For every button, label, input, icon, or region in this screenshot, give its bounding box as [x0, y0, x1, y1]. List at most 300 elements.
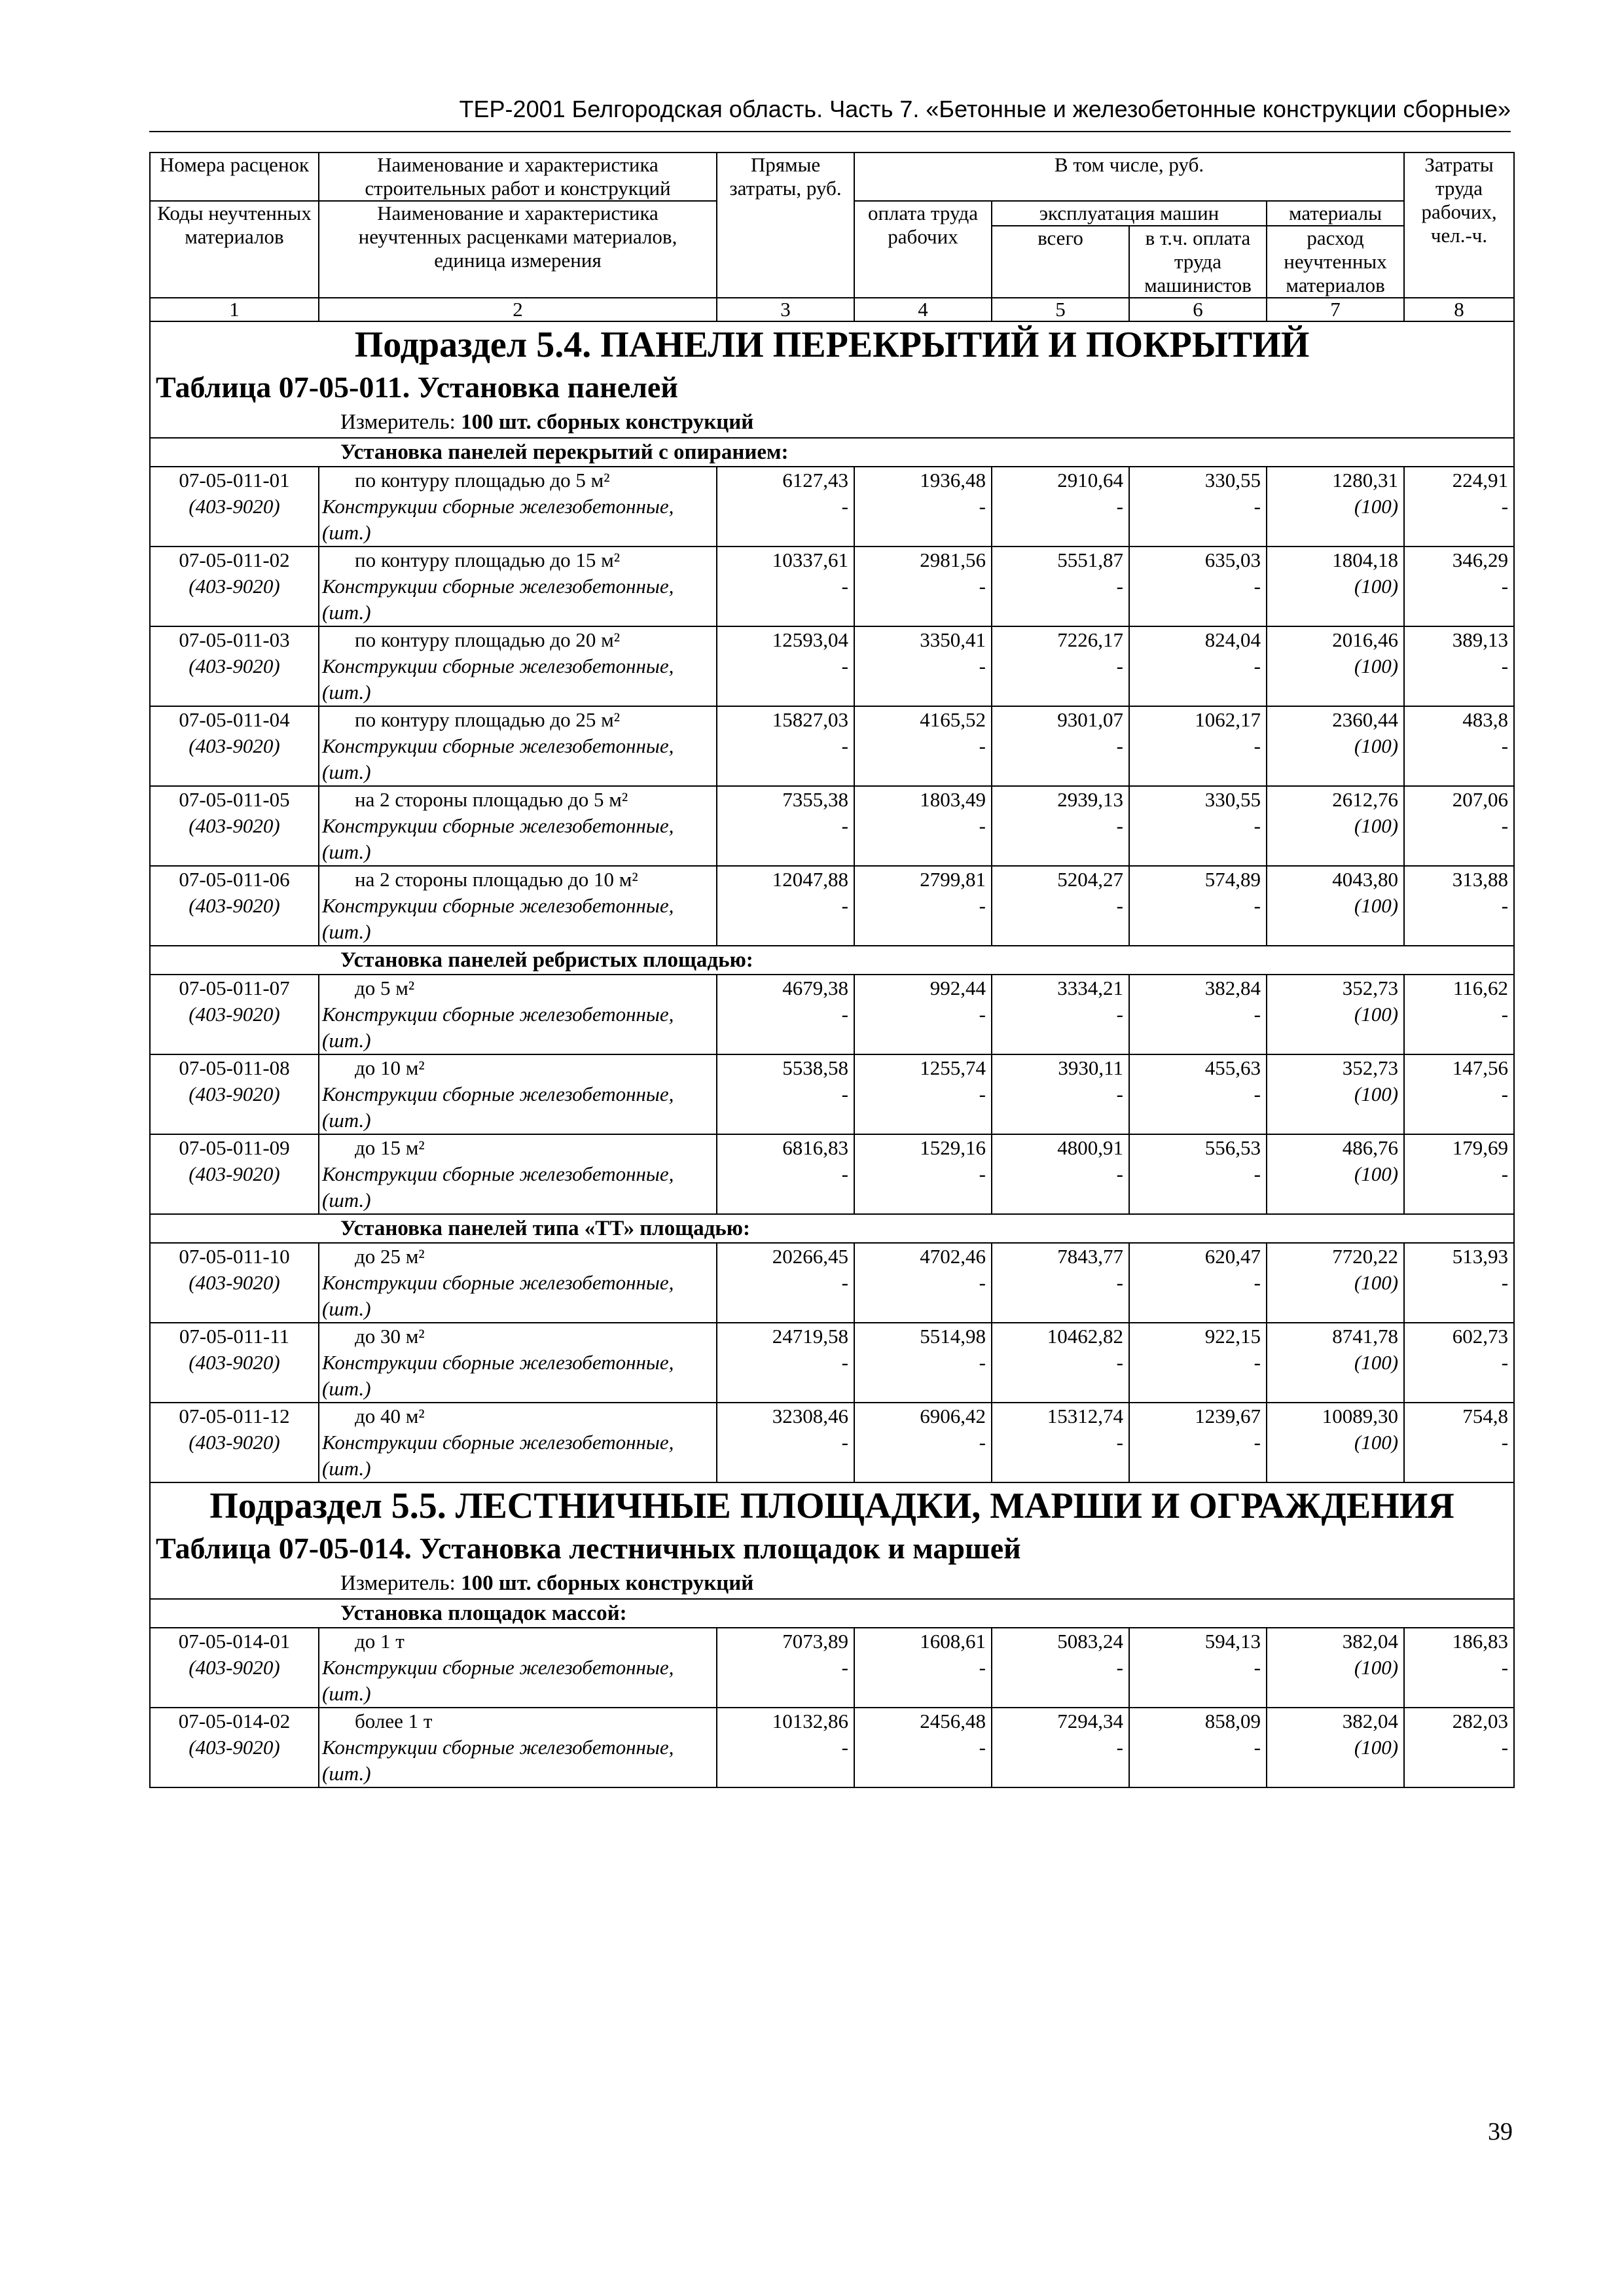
materials-cost: 4043,80: [1332, 868, 1399, 891]
direct-cost-cell: [717, 786, 854, 866]
machines-total: 3930,11: [1058, 1056, 1123, 1079]
machines-total-cell: [992, 626, 1129, 706]
meter-row: [150, 1568, 1514, 1599]
materials-cost-cell: [1267, 866, 1404, 946]
direct-cost-cell: [717, 547, 854, 626]
machines-total: 7843,77: [1057, 1245, 1123, 1268]
code-cell: [150, 866, 319, 946]
operator-pay-cell: [1129, 786, 1267, 866]
worker-pay: 1529,16: [920, 1136, 986, 1159]
table-row: [150, 1323, 1514, 1403]
running-header: ТЕР-2001 Белгородская область. Часть 7. «Бетонные и железобетонные конструкции сборные»: [149, 92, 1511, 132]
dash: -: [1254, 1003, 1261, 1026]
meter-row: [150, 407, 1514, 438]
machines-total-cell: [992, 467, 1129, 547]
direct-cost-cell: [717, 866, 854, 946]
operator-pay-cell: [1129, 975, 1267, 1054]
dash: -: [979, 1351, 986, 1374]
dash: -: [1501, 495, 1509, 518]
material-code: (403-9020): [189, 1431, 280, 1454]
labor-hours-cell: [1404, 706, 1514, 786]
table-row: [150, 626, 1514, 706]
dash: -: [1501, 1083, 1509, 1105]
operator-pay: 594,13: [1204, 1630, 1261, 1653]
operator-pay: 574,89: [1204, 868, 1261, 891]
dash: -: [1116, 814, 1123, 837]
materials-cost: 2612,76: [1332, 788, 1399, 811]
meter: [150, 407, 1514, 438]
direct-cost-cell: [717, 1628, 854, 1708]
operator-pay: 330,55: [1204, 469, 1261, 492]
code-cell: [150, 1134, 319, 1214]
machines-total: 9301,07: [1057, 708, 1123, 731]
worker-pay: 6906,42: [920, 1405, 986, 1427]
dash: -: [979, 814, 986, 837]
code-cell: [150, 547, 319, 626]
group-row: [150, 1214, 1514, 1243]
material-quantity: (100): [1354, 894, 1399, 917]
code-cell: [150, 1054, 319, 1134]
materials-cost: 382,04: [1342, 1710, 1399, 1732]
operator-pay-cell: [1129, 1323, 1267, 1403]
group-row: [150, 946, 1514, 975]
materials-cost-cell: [1267, 547, 1404, 626]
dash: -: [841, 1162, 848, 1185]
name-cell: [319, 1628, 717, 1708]
machines-total-cell: [992, 786, 1129, 866]
table-title-row: [150, 368, 1514, 407]
dash: -: [841, 1431, 848, 1454]
dash: -: [1254, 655, 1261, 677]
work-name: до 30 м²: [355, 1325, 425, 1348]
dash: -: [1254, 1431, 1261, 1454]
rate-code: 07-05-011-07: [179, 977, 290, 999]
material-quantity: (100): [1354, 814, 1399, 837]
rates-table-frame: [149, 152, 1513, 2076]
material-name: Конструкции сборные железобетонные, (шт.): [322, 814, 674, 863]
material-quantity: (100): [1354, 1003, 1399, 1026]
dash: -: [841, 1271, 848, 1294]
operator-pay-cell: [1129, 1628, 1267, 1708]
table-row: [150, 706, 1514, 786]
table-row: [150, 1628, 1514, 1708]
materials-cost: 2360,44: [1332, 708, 1399, 731]
machines-total: 5204,27: [1057, 868, 1123, 891]
dash: -: [841, 1351, 848, 1374]
rate-code: 07-05-011-12: [179, 1405, 290, 1427]
table-row: [150, 547, 1514, 626]
labor-hours: 186,83: [1452, 1630, 1509, 1653]
material-code: (403-9020): [189, 814, 280, 837]
direct-cost-cell: [717, 467, 854, 547]
header-machines: эксплуатация машин: [992, 201, 1267, 226]
material-code: (403-9020): [189, 1656, 280, 1679]
labor-hours-cell: [1404, 1134, 1514, 1214]
machines-total: 2939,13: [1057, 788, 1123, 811]
labor-hours: 313,88: [1452, 868, 1509, 891]
direct-cost: 12593,04: [772, 628, 848, 651]
header-material-codes: Коды неучтенных материалов: [150, 201, 319, 298]
worker-pay: 5514,98: [920, 1325, 986, 1348]
labor-hours: 389,13: [1452, 628, 1509, 651]
dash: -: [979, 1083, 986, 1105]
worker-pay: 4702,46: [920, 1245, 986, 1268]
direct-cost-cell: [717, 1054, 854, 1134]
dash: -: [979, 1271, 986, 1294]
dash: -: [841, 1003, 848, 1026]
material-quantity: (100): [1354, 1162, 1399, 1185]
operator-pay-cell: [1129, 467, 1267, 547]
material-name: Конструкции сборные железобетонные, (шт.): [322, 575, 674, 624]
operator-pay: 858,09: [1204, 1710, 1261, 1732]
material-name: Конструкции сборные железобетонные, (шт.): [322, 495, 674, 544]
material-code: (403-9020): [189, 1271, 280, 1294]
machines-total: 4800,91: [1057, 1136, 1123, 1159]
worker-pay-cell: [854, 1134, 992, 1214]
dash: -: [841, 894, 848, 917]
materials-cost-cell: [1267, 626, 1404, 706]
dash: -: [1501, 1162, 1509, 1185]
dash: -: [979, 1431, 986, 1454]
dash: -: [1116, 1083, 1123, 1105]
direct-cost: 20266,45: [772, 1245, 848, 1268]
header-rate-numbers: Номера расценок: [150, 152, 319, 201]
dash: -: [979, 734, 986, 757]
material-quantity: (100): [1354, 734, 1399, 757]
material-code: (403-9020): [189, 1351, 280, 1374]
table-row: [150, 1403, 1514, 1482]
machines-total: 10462,82: [1047, 1325, 1123, 1348]
rates-table: [149, 152, 1515, 1788]
code-cell: [150, 467, 319, 547]
dash: -: [1501, 1271, 1509, 1294]
column-number: 7: [1267, 298, 1404, 321]
dash: -: [1254, 1162, 1261, 1185]
header-machines-total: всего: [992, 226, 1129, 298]
material-name: Конструкции сборные железобетонные, (шт.): [322, 1271, 674, 1320]
table-row: [150, 975, 1514, 1054]
dash: -: [979, 1656, 986, 1679]
header-work-name: Наименование и характеристика строительных работ и конструкций: [319, 152, 717, 201]
materials-cost-cell: [1267, 706, 1404, 786]
materials-cost: 486,76: [1342, 1136, 1399, 1159]
header-operator-pay: в т.ч. оплата труда машинистов: [1129, 226, 1267, 298]
labor-hours: 179,69: [1452, 1136, 1509, 1159]
table-row: [150, 1708, 1514, 1787]
column-number: 3: [717, 298, 854, 321]
worker-pay-cell: [854, 786, 992, 866]
table-row: [150, 866, 1514, 946]
worker-pay-cell: [854, 1708, 992, 1787]
work-name: по контуру площадью до 20 м²: [355, 628, 621, 651]
group-title: Установка панелей типа «ТТ» площадью:: [150, 1214, 1514, 1243]
name-cell: [319, 786, 717, 866]
operator-pay: 1239,67: [1195, 1405, 1261, 1427]
material-name: Конструкции сборные железобетонные, (шт.): [322, 1083, 674, 1132]
subsection-row: [150, 321, 1514, 368]
dash: -: [1501, 814, 1509, 837]
work-name: до 10 м²: [355, 1056, 425, 1079]
worker-pay: 1255,74: [920, 1056, 986, 1079]
dash: -: [1501, 1003, 1509, 1026]
dash: -: [1254, 734, 1261, 757]
column-number: 8: [1404, 298, 1514, 321]
header-material-consumption: расход неучтенных материалов: [1267, 226, 1404, 298]
name-cell: [319, 975, 717, 1054]
meter-label: Измеритель:: [340, 410, 456, 434]
dash: -: [1254, 495, 1261, 518]
materials-cost: 7720,22: [1332, 1245, 1399, 1268]
material-code: (403-9020): [189, 575, 280, 598]
materials-cost: 1804,18: [1332, 548, 1399, 571]
direct-cost-cell: [717, 1243, 854, 1323]
header-material-name: Наименование и характеристика неучтенных расценками материалов, единица измерения: [319, 201, 717, 298]
operator-pay: 1062,17: [1195, 708, 1261, 731]
dash: -: [979, 1162, 986, 1185]
material-code: (403-9020): [189, 1083, 280, 1105]
labor-hours: 147,56: [1452, 1056, 1509, 1079]
materials-cost: 10089,30: [1322, 1405, 1399, 1427]
name-cell: [319, 1243, 717, 1323]
material-quantity: (100): [1354, 1431, 1399, 1454]
dash: -: [1116, 1431, 1123, 1454]
dash: -: [841, 734, 848, 757]
code-cell: [150, 1323, 319, 1403]
labor-hours-cell: [1404, 975, 1514, 1054]
code-cell: [150, 1403, 319, 1482]
work-name: более 1 т: [355, 1710, 433, 1732]
direct-cost-cell: [717, 626, 854, 706]
dash: -: [1116, 1351, 1123, 1374]
dash: -: [841, 1656, 848, 1679]
code-cell: [150, 975, 319, 1054]
direct-cost: 15827,03: [772, 708, 848, 731]
name-cell: [319, 866, 717, 946]
meter-value: 100 шт. сборных конструкций: [461, 1571, 754, 1595]
material-name: Конструкции сборные железобетонные, (шт.): [322, 1162, 674, 1211]
machines-total: 5551,87: [1057, 548, 1123, 571]
dash: -: [1501, 1656, 1509, 1679]
materials-cost: 352,73: [1342, 1056, 1399, 1079]
machines-total: 3334,21: [1057, 977, 1123, 999]
material-quantity: (100): [1354, 1271, 1399, 1294]
dash: -: [1254, 1736, 1261, 1759]
labor-hours: 224,91: [1452, 469, 1509, 492]
direct-cost: 24719,58: [772, 1325, 848, 1348]
material-code: (403-9020): [189, 495, 280, 518]
work-name: до 25 м²: [355, 1245, 425, 1268]
dash: -: [1116, 1271, 1123, 1294]
operator-pay-cell: [1129, 1403, 1267, 1482]
worker-pay-cell: [854, 975, 992, 1054]
column-number: 1: [150, 298, 319, 321]
material-name: Конструкции сборные железобетонные, (шт.): [322, 1736, 674, 1785]
subsection-title: Подраздел 5.5. ЛЕСТНИЧНЫЕ ПЛОЩАДКИ, МАРШИ И ОГРАЖДЕНИЯ: [150, 1482, 1514, 1529]
operator-pay: 635,03: [1204, 548, 1261, 571]
machines-total: 15312,74: [1047, 1405, 1123, 1427]
direct-cost: 10337,61: [772, 548, 848, 571]
material-name: Конструкции сборные железобетонные, (шт.): [322, 1351, 674, 1400]
direct-cost-cell: [717, 1323, 854, 1403]
code-cell: [150, 706, 319, 786]
dash: -: [979, 1003, 986, 1026]
group-title: Установка панелей перекрытий с опиранием:: [150, 438, 1514, 467]
machines-total-cell: [992, 975, 1129, 1054]
labor-hours-cell: [1404, 1708, 1514, 1787]
dash: -: [1116, 894, 1123, 917]
dash: -: [841, 575, 848, 598]
dash: -: [1254, 575, 1261, 598]
work-name: на 2 стороны площадью до 5 м²: [355, 788, 628, 811]
dash: -: [1501, 894, 1509, 917]
code-cell: [150, 626, 319, 706]
operator-pay: 455,63: [1204, 1056, 1261, 1079]
column-number: 5: [992, 298, 1129, 321]
dash: -: [841, 655, 848, 677]
dash: -: [1501, 575, 1509, 598]
material-code: (403-9020): [189, 1736, 280, 1759]
material-quantity: (100): [1354, 575, 1399, 598]
dash: -: [979, 575, 986, 598]
worker-pay: 2981,56: [920, 548, 986, 571]
labor-hours-cell: [1404, 1628, 1514, 1708]
column-number: 6: [1129, 298, 1267, 321]
direct-cost-cell: [717, 975, 854, 1054]
operator-pay-cell: [1129, 866, 1267, 946]
rate-code: 07-05-011-04: [179, 708, 290, 731]
direct-cost: 12047,88: [772, 868, 848, 891]
materials-cost-cell: [1267, 786, 1404, 866]
machines-total: 7294,34: [1057, 1710, 1123, 1732]
worker-pay: 2456,48: [920, 1710, 986, 1732]
materials-cost-cell: [1267, 1323, 1404, 1403]
dash: -: [1254, 1351, 1261, 1374]
dash: -: [1116, 1656, 1123, 1679]
material-name: Конструкции сборные железобетонные, (шт.): [322, 1431, 674, 1480]
labor-hours-cell: [1404, 1054, 1514, 1134]
labor-hours-cell: [1404, 626, 1514, 706]
material-name: Конструкции сборные железобетонные, (шт.): [322, 1656, 674, 1705]
direct-cost-cell: [717, 1134, 854, 1214]
machines-total-cell: [992, 1403, 1129, 1482]
machines-total-cell: [992, 1628, 1129, 1708]
worker-pay: 992,44: [929, 977, 986, 999]
work-name: до 1 т: [355, 1630, 405, 1653]
dash: -: [1254, 1271, 1261, 1294]
operator-pay-cell: [1129, 1243, 1267, 1323]
material-code: (403-9020): [189, 1162, 280, 1185]
table-row: [150, 1054, 1514, 1134]
header-labor-hours: Затраты труда рабочих, чел.-ч.: [1404, 152, 1514, 298]
name-cell: [319, 1323, 717, 1403]
dash: -: [841, 814, 848, 837]
material-quantity: (100): [1354, 495, 1399, 518]
dash: -: [1501, 1431, 1509, 1454]
operator-pay-cell: [1129, 1708, 1267, 1787]
code-cell: [150, 1243, 319, 1323]
worker-pay-cell: [854, 1628, 992, 1708]
labor-hours-cell: [1404, 786, 1514, 866]
dash: -: [1116, 734, 1123, 757]
operator-pay-cell: [1129, 1134, 1267, 1214]
material-name: Конструкции сборные железобетонные, (шт.): [322, 1003, 674, 1052]
material-quantity: (100): [1354, 1736, 1399, 1759]
dash: -: [1116, 1736, 1123, 1759]
labor-hours: 513,93: [1452, 1245, 1509, 1268]
labor-hours-cell: [1404, 467, 1514, 547]
labor-hours-cell: [1404, 1403, 1514, 1482]
worker-pay: 2799,81: [920, 868, 986, 891]
code-cell: [150, 786, 319, 866]
page-number: 39: [1488, 2118, 1513, 2145]
direct-cost: 5538,58: [782, 1056, 848, 1079]
materials-cost: 8741,78: [1332, 1325, 1399, 1348]
worker-pay-cell: [854, 467, 992, 547]
direct-cost: 32308,46: [772, 1405, 848, 1427]
group-title: Установка площадок массой:: [150, 1599, 1514, 1628]
work-name: до 15 м²: [355, 1136, 425, 1159]
work-name: по контуру площадью до 25 м²: [355, 708, 621, 731]
dash: -: [979, 655, 986, 677]
group-title: Установка панелей ребристых площадью:: [150, 946, 1514, 975]
labor-hours: 282,03: [1452, 1710, 1509, 1732]
worker-pay-cell: [854, 1243, 992, 1323]
materials-cost-cell: [1267, 1134, 1404, 1214]
material-code: (403-9020): [189, 655, 280, 677]
materials-cost: 382,04: [1342, 1630, 1399, 1653]
material-code: (403-9020): [189, 734, 280, 757]
code-cell: [150, 1708, 319, 1787]
dash: -: [1254, 1656, 1261, 1679]
direct-cost-cell: [717, 706, 854, 786]
materials-cost-cell: [1267, 1054, 1404, 1134]
table-row: [150, 786, 1514, 866]
dash: -: [979, 894, 986, 917]
dash: -: [1116, 575, 1123, 598]
table-title: Таблица 07-05-014. Установка лестничных площадок и маршей: [150, 1529, 1514, 1568]
rate-code: 07-05-011-11: [179, 1325, 290, 1348]
dash: -: [1501, 1736, 1509, 1759]
meter-label: Измеритель:: [340, 1571, 456, 1595]
labor-hours: 754,8: [1462, 1405, 1509, 1427]
name-cell: [319, 706, 717, 786]
machines-total: 7226,17: [1057, 628, 1123, 651]
dash: -: [1254, 1083, 1261, 1105]
labor-hours: 207,06: [1452, 788, 1509, 811]
labor-hours: 116,62: [1453, 977, 1509, 999]
operator-pay-cell: [1129, 1054, 1267, 1134]
name-cell: [319, 547, 717, 626]
machines-total-cell: [992, 706, 1129, 786]
worker-pay: 3350,41: [920, 628, 986, 651]
machines-total-cell: [992, 866, 1129, 946]
name-cell: [319, 1708, 717, 1787]
labor-hours: 483,8: [1462, 708, 1509, 731]
work-name: по контуру площадью до 5 м²: [355, 469, 610, 492]
worker-pay: 1803,49: [920, 788, 986, 811]
machines-total: 2910,64: [1057, 469, 1123, 492]
materials-cost-cell: [1267, 1628, 1404, 1708]
labor-hours: 346,29: [1452, 548, 1509, 571]
operator-pay-cell: [1129, 547, 1267, 626]
material-name: Конструкции сборные железобетонные, (шт.): [322, 894, 674, 943]
direct-cost: 7355,38: [782, 788, 848, 811]
materials-cost: 1280,31: [1332, 469, 1399, 492]
meter: [150, 1568, 1514, 1599]
dash: -: [1254, 894, 1261, 917]
column-number: 4: [854, 298, 992, 321]
direct-cost-cell: [717, 1403, 854, 1482]
